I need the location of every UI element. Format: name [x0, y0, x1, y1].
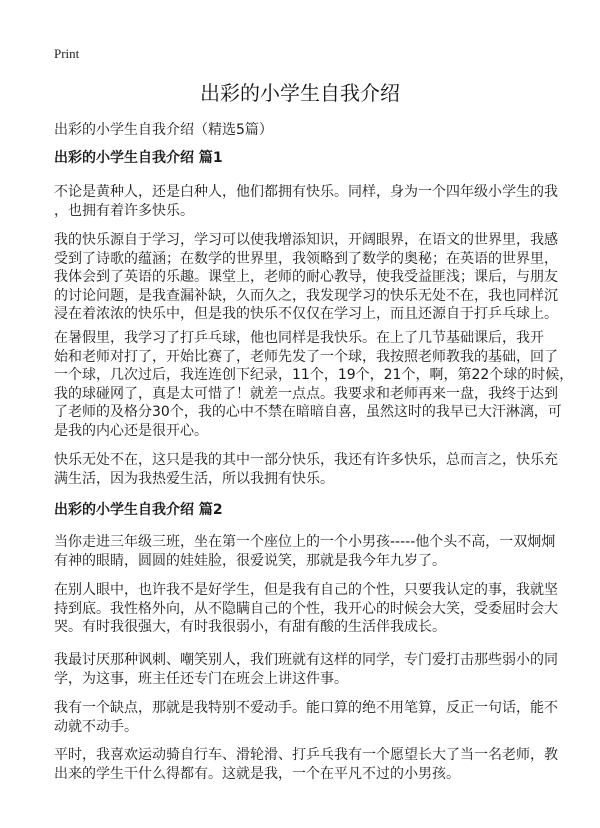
subtitle: 出彩的小学生自我介绍（精选5篇） — [54, 122, 273, 138]
paragraph-line: 受到了诗歌的蕴涵；在数学的世界里，我领略到了数学的奥秘；在英语的世界里， — [54, 250, 558, 267]
paragraph-line: 我的快乐源自于学习，学习可以使我增添知识，开阔眼界，在语文的世界里，我感 — [54, 232, 558, 248]
paragraph-line: 平时，我喜欢运动骑自行车、滑轮滑、打乒乓我有一个愿望长大了当一名老师，教 — [54, 747, 558, 763]
paragraph-line: 动就不动手。 — [54, 718, 138, 735]
paragraph-line: 满生活，因为我热爱生活，所以我拥有快乐。 — [54, 470, 334, 487]
page-title: 出彩的小学生自我介绍 — [200, 81, 400, 105]
paragraph — [54, 651, 558, 688]
paragraph — [54, 533, 555, 570]
paragraph — [54, 746, 558, 783]
paragraph-line: 的讨论问题，是我查漏补缺，久而久之，我发现学习的快乐无处不在，我也同样沉 — [54, 287, 558, 304]
paragraph-line: 有神的眼睛，圆圆的娃娃脸，很爱说笑，那就是我今年九岁了。 — [54, 552, 446, 569]
paragraph-line: 我有一个缺点，那就是我特别不爱动手。能口算的绝不用笔算，反正一句话，能不 — [54, 700, 558, 716]
paragraph-line: 快乐无处不在，这只是我的其中一部分快乐，我还有许多快乐，总而言之，快乐充 — [54, 452, 558, 468]
paragraph-line: 学，为这事，班主任还专门在班会上讲这件事。 — [54, 670, 348, 687]
paragraph — [54, 231, 558, 324]
paragraph-line: 始和老师对打了，开始比赛了，老师先发了一个球，我按照老师教我的基础，回了 — [54, 348, 558, 365]
paragraph-line: 在暑假里，我学习了打乒乓球，他也同样是我快乐。在上了几节基础课后，我开 — [54, 330, 544, 346]
paragraph-line: 不论是黄种人，还是白种人，他们都拥有快乐。同样，身为一个四年级小学生的我 — [54, 184, 558, 200]
section-heading-1: 出彩的小学生自我介绍 篇1 — [54, 150, 223, 166]
paragraph — [54, 451, 558, 488]
paragraph-line: 我最讨厌那种讽刺、嘲笑别人，我们班就有这样的同学，专门爱打击那些弱小的同 — [54, 652, 558, 668]
section-heading-2: 出彩的小学生自我介绍 篇2 — [54, 502, 223, 518]
paragraph-line: ，也拥有着许多快乐。 — [54, 202, 194, 219]
paragraph-line: 了老师的及格分30个，我的心中不禁在暗暗自喜，虽然这时的我早已大汗淋漓，可 — [54, 404, 562, 420]
paragraph-line: 浸在着浓浓的快乐中，但是我的快乐不仅仅在学习上，而且还源自于打乒乓球上。 — [54, 306, 558, 322]
paragraph — [54, 183, 558, 220]
paragraph-line: 哭。有时我很强大，有时我很弱小，有甜有酸的生活伴我成长。 — [54, 619, 446, 635]
paragraph-line: 出来的学生干什么得都有。这就是我，一个在平凡不过的小男孩。 — [54, 765, 460, 782]
paragraph-line: 当你走进三年级三班，坐在第一个座位上的一个小男孩-----他个头不高，一双炯炯 — [54, 534, 556, 550]
paragraph-line: 一个球，几次过后，我连连创下纪录，11个，19个，21个，啊，第22个球的时候， — [54, 367, 574, 383]
paragraph-line: 我的球碰网了，真是太可惜了！就差一点点。我要求和老师再来一盘，我终于达到 — [54, 385, 558, 402]
paragraph-line: 我体会到了英语的乐趣。课堂上，老师的耐心教导，使我受益匪浅；课后，与朋友 — [54, 269, 558, 285]
paragraph-line: 持到底。我性格外向，从不隐瞒自己的个性，我开心的时候会大笑，受委屈时会大 — [54, 600, 558, 617]
paragraph — [54, 581, 558, 637]
print-link[interactable]: Print — [54, 46, 80, 61]
paragraph — [54, 699, 558, 736]
paragraph-line: 在别人眼中，也许我不是好学生，但是我有自己的个性，只要我认定的事，我就坚 — [54, 582, 558, 598]
paragraph-line: 是我的内心还是很开心。 — [54, 422, 208, 439]
paragraph — [54, 329, 573, 440]
